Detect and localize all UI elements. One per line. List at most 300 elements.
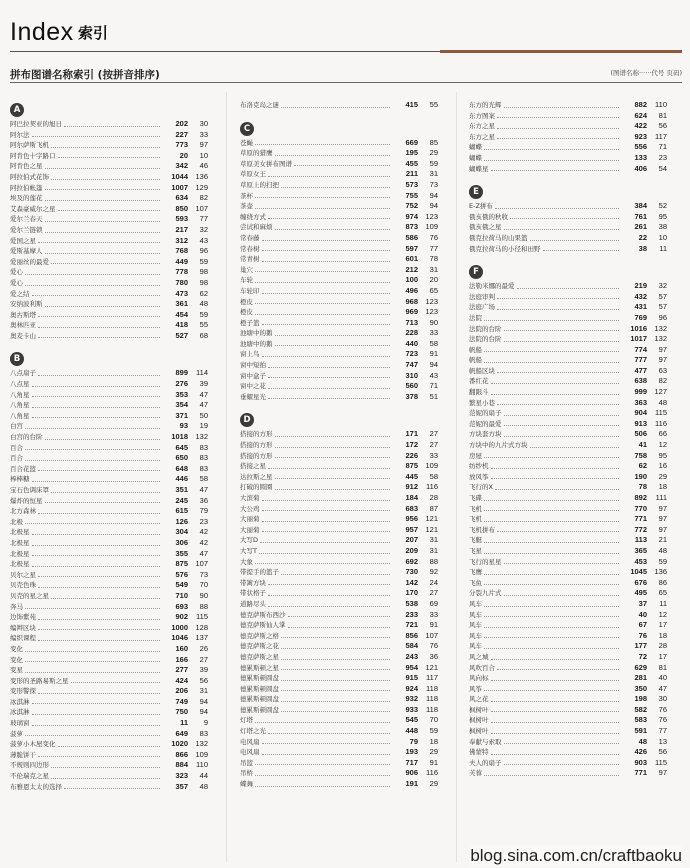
entry-name: 边饰紫苑 xyxy=(10,613,36,622)
entry-page: 115 xyxy=(196,612,208,622)
entry-name: 翻跟斗 xyxy=(469,388,489,397)
entry-name: 放风筝 xyxy=(469,472,489,481)
entry-code: 495 xyxy=(634,588,647,598)
leader-dots xyxy=(25,449,160,450)
leader-dots xyxy=(491,722,620,723)
entry-page: 10 xyxy=(658,232,667,242)
entry-name: 枫树叶 xyxy=(469,705,489,714)
index-entry xyxy=(10,496,208,507)
entry-name: 巢穴 xyxy=(240,265,253,274)
entry-name: 玻璃窗 xyxy=(10,719,30,728)
entry-name: 东方的光辉 xyxy=(469,101,502,109)
entry-code: 906 xyxy=(405,768,418,778)
index-entry xyxy=(469,324,667,335)
entry-code: 304 xyxy=(175,527,188,537)
entry-page: 97 xyxy=(658,355,667,365)
index-entry xyxy=(469,408,667,419)
index-entry xyxy=(10,602,208,613)
entry-code: 769 xyxy=(634,312,647,322)
leader-dots xyxy=(281,187,390,188)
index-entry xyxy=(10,676,208,687)
index-entry xyxy=(469,345,667,356)
leader-dots xyxy=(268,176,390,177)
entry-page: 9 xyxy=(203,718,208,728)
entry-page: 85 xyxy=(429,137,438,147)
index-subtitle: 拼布图谱名称索引 (按拼音排序) xyxy=(10,69,160,81)
index-entry xyxy=(240,610,438,621)
entry-code: 576 xyxy=(175,569,188,579)
leader-dots xyxy=(491,170,620,171)
entry-name: 苍蝇 xyxy=(240,138,253,147)
index-entry xyxy=(10,633,208,644)
leader-dots xyxy=(497,117,619,118)
index-entry xyxy=(10,665,208,676)
entry-code: 761 xyxy=(634,211,647,221)
section-letter-badge: F xyxy=(469,265,483,279)
entry-name: 飞鱼 xyxy=(469,578,482,587)
index-entry xyxy=(469,663,667,674)
entry-name: 大公鸡 xyxy=(240,504,260,513)
entry-code: 93 xyxy=(179,421,188,431)
index-entry xyxy=(240,493,438,504)
entry-page: 121 xyxy=(425,662,438,672)
leader-dots xyxy=(281,648,390,649)
entry-name: 爱丽丝的最爱 xyxy=(10,257,49,266)
entry-code: 195 xyxy=(405,148,418,158)
entry-code: 1016 xyxy=(630,323,647,333)
entry-name: 吊桥 xyxy=(240,769,253,778)
entry-page: 40 xyxy=(658,673,667,683)
entry-name: 变星 xyxy=(10,666,23,675)
entry-code: 440 xyxy=(405,338,418,348)
entry-page: 48 xyxy=(199,781,208,791)
entry-code: 432 xyxy=(634,291,647,301)
index-entry xyxy=(240,673,438,684)
entry-page: 47 xyxy=(658,683,667,693)
entry-name: 飞机 xyxy=(469,515,482,524)
entry-code: 601 xyxy=(405,254,418,264)
leader-dots xyxy=(281,107,390,108)
index-entry xyxy=(469,588,667,599)
entry-code: 446 xyxy=(175,474,188,484)
entry-page: 107 xyxy=(425,630,438,640)
entry-page: 111 xyxy=(655,493,667,502)
entry-code: 692 xyxy=(405,556,418,566)
entry-page: 109 xyxy=(195,749,208,759)
leader-dots xyxy=(484,627,619,628)
leader-dots xyxy=(497,298,619,299)
leader-dots xyxy=(32,703,161,704)
index-entry xyxy=(10,161,208,172)
entry-page: 57 xyxy=(658,291,667,301)
index-entry xyxy=(10,623,208,634)
leader-dots xyxy=(25,651,160,652)
index-entry xyxy=(240,482,438,493)
index-entry xyxy=(240,694,438,705)
index-entry xyxy=(469,493,667,504)
index-entry xyxy=(10,559,208,570)
leader-dots xyxy=(497,669,619,670)
entry-code: 777 xyxy=(634,355,647,365)
entry-page: 71 xyxy=(429,381,438,391)
entry-page: 57 xyxy=(658,302,667,312)
leader-dots xyxy=(45,221,161,222)
leader-dots xyxy=(281,711,390,712)
leader-dots xyxy=(51,147,160,148)
leader-dots xyxy=(32,396,161,397)
entry-page: 73 xyxy=(429,179,438,189)
index-entry xyxy=(240,514,438,525)
section-letter-badge: B xyxy=(10,352,24,366)
index-entry xyxy=(10,140,208,151)
index-entry xyxy=(469,482,667,493)
entry-code: 38 xyxy=(638,243,647,253)
entry-name: 茶壶 xyxy=(240,202,253,211)
entry-name: 常春树 xyxy=(240,244,260,253)
index-entry xyxy=(10,320,208,331)
leader-dots xyxy=(491,711,620,712)
index-entry xyxy=(10,760,208,771)
entry-code: 477 xyxy=(634,365,647,375)
entry-code: 924 xyxy=(405,683,418,693)
entry-name: 俄亥俄之星 xyxy=(469,223,502,232)
index-entry xyxy=(240,328,438,339)
entry-page: 59 xyxy=(199,256,208,266)
entry-name: 大象 xyxy=(240,557,253,566)
index-entry xyxy=(469,451,667,462)
entry-code: 1046 xyxy=(171,633,188,643)
index-entry xyxy=(10,299,208,310)
entry-page: 78 xyxy=(429,254,438,264)
entry-page: 97 xyxy=(658,514,667,524)
index-entry xyxy=(10,278,208,289)
entry-name: 范妮的扇子 xyxy=(469,409,502,418)
leader-dots xyxy=(38,242,160,243)
leader-dots xyxy=(484,320,619,321)
index-entry xyxy=(240,557,438,568)
entry-page: 83 xyxy=(199,442,208,452)
index-entry xyxy=(240,726,438,737)
entry-name: 番红花 xyxy=(469,377,489,386)
entry-name: 北极星 xyxy=(10,560,30,569)
entry-code: 193 xyxy=(405,747,418,757)
leader-dots xyxy=(262,531,391,532)
index-column-1 xyxy=(10,100,208,792)
index-entry xyxy=(10,379,208,390)
index-entry xyxy=(240,588,438,599)
index-entry xyxy=(469,132,667,143)
entry-code: 1045 xyxy=(630,567,647,577)
leader-dots xyxy=(25,661,160,662)
leader-dots xyxy=(268,584,390,585)
entry-code: 177 xyxy=(634,641,647,651)
entry-name: 法勒米娜的最爱 xyxy=(469,282,515,291)
entry-code: 923 xyxy=(634,131,647,141)
leader-dots xyxy=(484,160,619,161)
leader-dots xyxy=(275,155,391,156)
entry-page: 116 xyxy=(426,482,438,492)
watermark: blog.sina.com.cn/craftbaoku xyxy=(470,846,682,865)
index-entry xyxy=(240,440,438,451)
leader-dots xyxy=(38,587,160,588)
entry-name: 分裂九片式 xyxy=(469,589,502,598)
leader-dots xyxy=(262,754,391,755)
leader-dots xyxy=(497,138,619,139)
index-entry xyxy=(469,121,667,132)
leader-dots xyxy=(58,157,161,158)
leader-dots xyxy=(255,282,390,283)
leader-dots xyxy=(25,672,160,673)
entry-page: 96 xyxy=(199,246,208,256)
index-entry xyxy=(240,663,438,674)
index-entry xyxy=(469,142,667,153)
entry-page: 58 xyxy=(199,474,208,484)
leader-dots xyxy=(268,388,390,389)
index-entry xyxy=(240,705,438,716)
entry-page: 48 xyxy=(658,397,667,407)
index-entry xyxy=(240,159,438,170)
entry-name: 德累斯顿圆盘 xyxy=(240,695,279,704)
entry-page: 56 xyxy=(199,675,208,685)
entry-page: 27 xyxy=(429,429,438,439)
entry-code: 549 xyxy=(175,580,188,590)
entry-name: 飞星 xyxy=(469,546,482,555)
index-entry xyxy=(240,148,438,159)
entry-page: 68 xyxy=(199,330,208,340)
leader-dots xyxy=(38,640,160,641)
entry-code: 426 xyxy=(634,747,647,757)
index-entry xyxy=(10,432,208,443)
leader-dots xyxy=(262,500,391,501)
entry-code: 730 xyxy=(405,567,418,577)
index-entry xyxy=(10,697,208,708)
entry-page: 88 xyxy=(429,556,438,566)
leader-dots xyxy=(25,285,160,286)
entry-name: 池塘中的鹅 xyxy=(240,339,273,348)
section-letter-badge: E xyxy=(469,185,483,199)
entry-page: 29 xyxy=(429,148,438,158)
index-entry xyxy=(10,257,208,268)
index-entry xyxy=(240,768,438,779)
leader-dots xyxy=(262,250,391,251)
index-entry xyxy=(469,525,667,536)
leader-dots xyxy=(281,637,390,638)
entry-code: 892 xyxy=(634,493,647,502)
index-entry xyxy=(10,506,208,517)
index-entry xyxy=(10,411,208,422)
leader-dots xyxy=(484,542,619,543)
entry-name: 法院的台阶 xyxy=(469,335,502,344)
entry-name: 蝴蝶星 xyxy=(469,164,489,173)
entry-page: 81 xyxy=(658,110,667,120)
index-entry xyxy=(240,631,438,642)
entry-name: 变形警探 xyxy=(10,687,36,696)
index-entry xyxy=(469,111,667,122)
entry-name: 打破的圆圈 xyxy=(240,483,273,492)
entry-page: 42 xyxy=(199,527,208,537)
entry-page: 92 xyxy=(429,567,438,577)
entry-name: 常青树 xyxy=(240,255,260,264)
index-entry xyxy=(10,151,208,162)
leader-dots xyxy=(281,659,390,660)
entry-page: 17 xyxy=(658,620,667,630)
leader-dots xyxy=(484,553,619,554)
leader-dots xyxy=(58,746,161,747)
entry-name: 不规则四边形 xyxy=(10,761,49,770)
entry-code: 584 xyxy=(405,641,418,651)
index-entry xyxy=(240,737,438,748)
index-entry xyxy=(240,222,438,233)
entry-code: 226 xyxy=(405,450,418,460)
entry-page: 27 xyxy=(429,440,438,450)
entry-page: 23 xyxy=(199,516,208,526)
entry-name: 飞艇 xyxy=(469,536,482,545)
entry-code: 752 xyxy=(405,201,418,211)
entry-code: 586 xyxy=(405,232,418,242)
entry-name: 法院的台阶 xyxy=(469,324,502,333)
entry-code: 912 xyxy=(405,482,418,492)
index-entry xyxy=(469,201,667,212)
entry-name: 夫人的扇子 xyxy=(469,758,502,767)
entry-page: 132 xyxy=(195,432,208,442)
entry-code: 422 xyxy=(634,121,647,131)
leader-dots xyxy=(51,492,160,493)
index-column-2 xyxy=(240,100,438,790)
entry-code: 1018 xyxy=(171,432,188,442)
leader-dots xyxy=(484,690,619,691)
entry-code: 899 xyxy=(175,368,188,378)
leader-dots xyxy=(491,659,620,660)
index-entry xyxy=(10,527,208,538)
leader-dots xyxy=(255,271,390,272)
entry-page: 39 xyxy=(199,379,208,389)
entry-page: 26 xyxy=(199,643,208,653)
index-entry xyxy=(469,631,667,642)
entry-page: 117 xyxy=(426,673,438,683)
entry-name: 法庭审判 xyxy=(469,292,495,301)
entry-page: 58 xyxy=(429,338,438,348)
entry-code: 904 xyxy=(634,408,647,418)
leader-dots xyxy=(484,510,619,511)
section-gap xyxy=(240,111,438,119)
entry-page: 109 xyxy=(425,222,438,232)
entry-page: 77 xyxy=(658,726,667,736)
entry-name: 风筝 xyxy=(469,684,482,693)
entry-page: 54 xyxy=(658,163,667,173)
index-entry xyxy=(469,610,667,621)
index-entry xyxy=(469,694,667,705)
index-entry xyxy=(10,570,208,581)
entry-code: 771 xyxy=(634,768,647,778)
entry-name: 奥古斯塔 xyxy=(10,310,36,319)
index-entry xyxy=(240,535,438,546)
entry-page: 70 xyxy=(199,580,208,590)
index-entry xyxy=(240,265,438,276)
entry-name: 变形的圣路易斯之星 xyxy=(10,676,69,685)
index-entry xyxy=(240,779,438,790)
entry-page: 44 xyxy=(199,771,208,781)
entry-name: 飞机拼布 xyxy=(469,525,495,534)
index-entry xyxy=(10,707,208,718)
section-letter-badge: C xyxy=(240,122,254,136)
index-entry xyxy=(469,461,667,472)
entry-code: 79 xyxy=(409,736,418,746)
entry-code: 875 xyxy=(175,559,188,569)
entry-name: 窗中盒子 xyxy=(240,371,266,380)
entry-name: 贝壳的星之星 xyxy=(10,591,49,600)
entry-code: 903 xyxy=(634,757,647,767)
entry-code: 40 xyxy=(638,609,647,619)
index-entry xyxy=(10,591,208,602)
entry-page: 107 xyxy=(195,559,208,569)
entry-page: 118 xyxy=(426,704,438,714)
entry-page: 97 xyxy=(658,344,667,354)
entry-name: 橙皮 xyxy=(240,297,253,306)
index-entry xyxy=(469,244,667,255)
entry-code: 506 xyxy=(634,429,647,439)
entry-name: 飞行的X xyxy=(469,483,493,492)
entry-name: 阿肯色十字路口 xyxy=(10,151,56,160)
entry-code: 211 xyxy=(405,169,418,179)
entry-code: 281 xyxy=(634,673,647,683)
entry-code: 884 xyxy=(175,760,188,770)
entry-name: 垂耀星光 xyxy=(240,392,266,401)
entry-code: 67 xyxy=(638,620,647,630)
entry-name: 窗中短拍 xyxy=(240,361,266,370)
leader-dots xyxy=(25,428,160,429)
section-gap xyxy=(469,254,667,262)
entry-code: 160 xyxy=(175,643,188,653)
entry-name: 贝壳色珠 xyxy=(10,581,36,590)
entry-page: 31 xyxy=(429,264,438,274)
entry-code: 755 xyxy=(405,190,418,200)
entry-name: 电风扇 xyxy=(240,748,260,757)
entry-page: 76 xyxy=(429,641,438,651)
index-entry xyxy=(10,517,208,528)
index-entry xyxy=(10,443,208,454)
leader-dots xyxy=(255,197,390,198)
index-entry xyxy=(240,392,438,403)
entry-page: 95 xyxy=(658,450,667,460)
header-accent-rule xyxy=(440,50,682,53)
entry-code: 624 xyxy=(634,110,647,120)
entry-code: 747 xyxy=(405,360,418,370)
entry-name: 俄亥俄的秋收 xyxy=(469,212,508,221)
entry-page: 47 xyxy=(199,400,208,410)
entry-code: 384 xyxy=(634,201,647,211)
column-divider xyxy=(456,92,457,862)
leader-dots xyxy=(484,149,619,150)
entry-code: 932 xyxy=(405,694,418,704)
leader-dots xyxy=(504,563,620,564)
leader-dots xyxy=(268,595,390,596)
entry-page: 29 xyxy=(429,779,438,789)
subtitle-rule xyxy=(10,82,682,83)
entry-code: 957 xyxy=(405,524,418,534)
leader-dots xyxy=(25,735,160,736)
section-gap xyxy=(469,174,667,182)
entry-page: 70 xyxy=(429,715,438,725)
index-entry xyxy=(469,398,667,409)
entry-page: 65 xyxy=(658,588,667,598)
entry-code: 629 xyxy=(634,662,647,672)
entry-page: 110 xyxy=(196,760,208,770)
index-entry xyxy=(10,782,208,793)
index-entry xyxy=(10,750,208,761)
entry-name: 大滨菊 xyxy=(240,494,260,502)
entry-code: 873 xyxy=(405,222,418,232)
entry-page: 121 xyxy=(425,514,438,524)
